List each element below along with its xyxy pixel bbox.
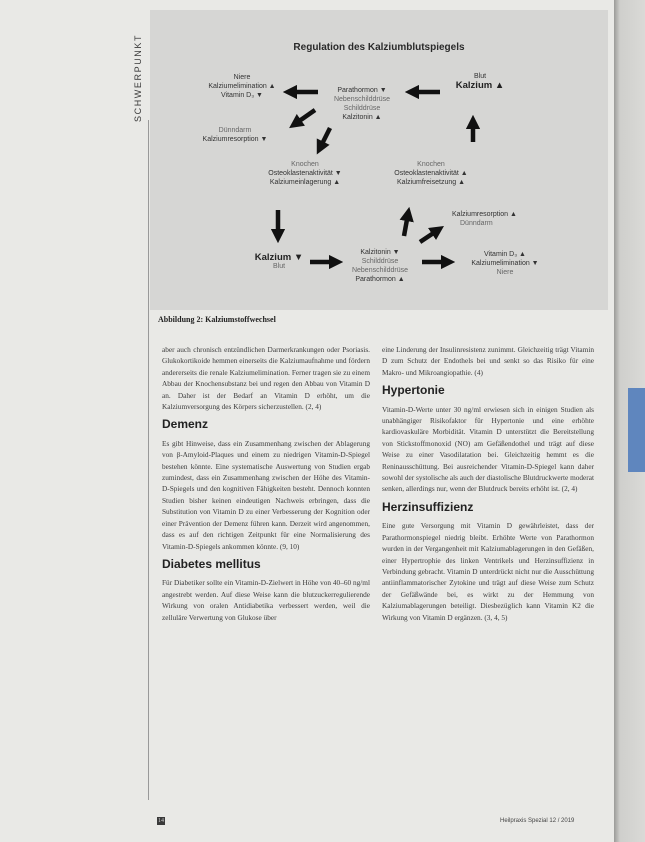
left-intro-paragraph: aber auch chronisch entzündlichen Darmerkrankungen oder Psoriasis. Glukokortikoide hemmen einerseits die Kalziumaufnahme und fördern andererseits die renale Kalziumelimination. Ferner tragen sie zu einem Abbau der Knochensubstanz bei und regen den Abbau von Vitamin D an. Daher ist der Bedarf an Vitamin D erhöht, um die Kalziumversorgung des Körpers sicherzustellen. (2, 4)	[162, 345, 370, 412]
node-pth-gland: Nebenschilddrüse	[333, 96, 391, 103]
node-niere-bottom-vitd: Vitamin D₃ ▲	[484, 251, 526, 258]
arrow-pth-to-knochen	[320, 128, 330, 148]
herzinsuffizienz-paragraph: Eine gute Versorgung mit Vitamin D gewährleistet, dass der Parathormonspiegel niedrig bleibt. Erhöhte Werte von Parathormon wurden in der Vergangenheit mit Kalziumablagerungen in den Gefäßen, einer Hypertrophie des linken Ventrikels und Herzinsuffizienz in Verbindung gebracht. Vitamin D unterdrückt nicht nur die Ausschüttung antiinflammatorischer Zytokine und trägt auf diese Weise zum Schutz der Gefäßwände bei, es wirkt zu der Hemmung von Kalziumablagerungen beteiligt. Diesbezüglich kann Vitamin K2 die Wirkung von Vitamin D ergänzen. (3, 4, 5)	[382, 521, 594, 622]
blue-register-tab	[628, 388, 645, 472]
figure-title: Regulation des Kalziumblutspiegels	[293, 42, 465, 53]
diabetes-paragraph: Für Diabetiker sollte ein Vitamin-D-Zielwert in Höhe von 40–60 ng/ml angestrebt werden. Auf diese Weise kann die blutzuckerregulierende Wirkung von oralen Antidiabetika verbessert werden, weil die zelluläre Verwertung von Glukose über	[162, 578, 370, 622]
node-darm-top-resorption: Kalziumresorption ▼	[202, 136, 268, 143]
node-niere-top-vitd: Vitamin D₃ ▼	[221, 92, 263, 99]
regulation-arrows	[150, 10, 608, 310]
figure-caption: Abbildung 2: Kalziumstoffwechsel	[158, 315, 276, 324]
node-darm-right-organ: Dünndarm	[460, 220, 493, 227]
section-label: SCHWERPUNKT	[133, 33, 143, 122]
heading-hypertonie: Hypertonie	[382, 383, 445, 398]
arrow-to-knochen-right	[404, 214, 408, 236]
heading-demenz: Demenz	[162, 417, 209, 432]
node-darm-top-organ: Dünndarm	[218, 127, 252, 134]
hypertonie-paragraph: Vitamin-D-Werte unter 30 ng/ml erwiesen sich in einigen Studien als unabhängiger Risikofaktor für Hypertonie und eine erhöhte kardiovaskuläre Morbidität. Vitamin D unterstützt die Bereitstellung von Stickstoffmonoxid (NO) am Gefäßendothel und trägt auf diese Weise zu einer Vasodilatation bei. Gleichzeitig hemmt es die Reninausschüttung. Bei ausreichender Vitamin-D-Spiegel kann daher sowohl der systolische als auch der diastolische Blutdruckwerte moderat senken, allerdings nur, wenn der Blutdruck bereits erhöht ist. (2, 4)	[382, 404, 594, 494]
node-blut-bottom-calcium: Kalzium ▼	[254, 252, 304, 263]
node-niere-bottom-organ: Niere	[496, 269, 514, 276]
node-darm-right-resorption: Kalziumresorption ▲	[452, 211, 517, 218]
node-knochen-left-einlagerung: Kalziumeinlagerung ▲	[269, 179, 341, 186]
node-kalzitonin-pth-up: Parathormon ▲	[355, 276, 405, 283]
node-knochen-left-osteo: Osteoklastenaktivität ▼	[268, 170, 342, 177]
heading-diabetes: Diabetes mellitus	[162, 556, 261, 571]
vertical-rule	[148, 120, 149, 800]
arrow-pth-to-darm	[295, 110, 315, 124]
node-knochen-left-organ: Knochen	[291, 161, 319, 168]
heading-herzinsuffizienz: Herzinsuffizienz	[382, 499, 474, 514]
node-pth-down: Parathormon ▼	[337, 87, 387, 94]
right-intro-paragraph: eine Linderung der Insulinresistenz zunimmt. Gleichzeitig trägt Vitamin D zum Schutz der Endothels bei und senkt so das Risiko für eine Makro- und Mikroangiopathie. (4)	[382, 345, 594, 377]
node-blut-top-label: Blut	[473, 73, 487, 80]
node-pth-calcitonin: Kalzitonin ▲	[342, 114, 382, 121]
node-kalzitonin-parathyroid: Nebenschilddrüse	[351, 267, 409, 274]
node-kalzitonin-thyroid: Schilddrüse	[361, 258, 399, 265]
node-kalzitonin-down: Kalzitonin ▼	[360, 249, 400, 256]
demenz-paragraph: Es gibt Hinweise, dass ein Zusammenhang zwischen der Ablagerung von β-Amyloid-Plaques und einem zu niedrigen Vitamin-D-Spiegel bestehen könnte. Eine systematische Auswertung von Studien ergab zumindest, dass ein Zusammenhang zwischen der Höhe des Vitamin-D-Spiegels und den kognitiven Fähigkeiten besteht. Dennoch konnten Studien bisher keinen eindeutigen Nachweis erbringen, dass die Substitution von Vitamin D zu einer Verbesserung der Kognition oder einer Prävention der Demenz führen kann. Derzeit wird angenommen, dass es auf den richtigen Zeitpunkt für eine Normalisierung des Vitamin-D-Spiegels ankommen könnte. (9, 10)	[162, 438, 370, 551]
magazine-name: Heilpraxis Spezial 12 / 2019	[500, 818, 575, 824]
node-knochen-right-organ: Knochen	[417, 161, 445, 168]
left-column	[162, 344, 370, 623]
node-knochen-right-freisetzung: Kalziumfreisetzung ▲	[396, 179, 465, 186]
arrow-to-darm-right	[420, 230, 438, 242]
node-pth-thyroid: Schilddrüse	[343, 105, 381, 112]
node-niere-bottom-elim: Kalziumelimination ▼	[471, 260, 539, 267]
right-column	[382, 344, 594, 623]
node-knochen-right-osteo: Osteoklastenaktivität ▲	[394, 170, 468, 177]
node-blut-bottom-label: Blut	[272, 263, 286, 270]
node-blut-top-calcium: Kalzium ▲	[455, 80, 505, 91]
calcium-regulation-figure	[150, 10, 608, 310]
page-number: 14	[158, 818, 164, 824]
node-niere-top-organ: Niere	[233, 74, 251, 81]
node-niere-top-elim: Kalziumelimination ▲	[208, 83, 276, 90]
